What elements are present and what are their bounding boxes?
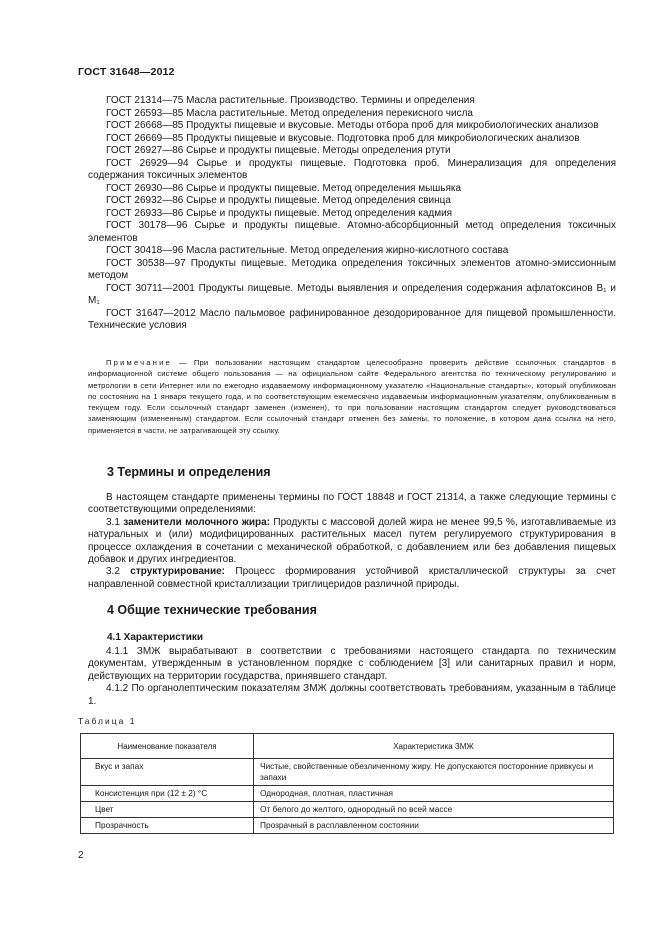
- table-header-cell: Наименование показателя: [81, 734, 254, 759]
- table-cell-value: Чистые, свойственные обезличенному жиру. Не допускаются посторонние привкусы и запахи: [254, 759, 614, 786]
- term-name: структурирование:: [130, 566, 225, 578]
- term-3-2: [88, 566, 616, 591]
- note-text: — При пользовании настоящим стандартом целесообразно проверить действие ссылочных стандартов в информационной системе общего пользования — на официальном сайте Федерального агентства по техническому регулированию и метрологии в сети Интернет или по ежегодно издаваемому информационному указателю «Национальные стандарты», который опубликован по состоянию на 1 января текущего года, и по соответствующим ежемесячно издаваемым информационным указателям, опубликованным в текущем году. Если ссылочный стандарт заменен (изменен), то при пользовании настоящим стандартом следует руководствоваться заменяющим (измененным) стандартом. Если ссылочный стандарт отменен без замены, то положение, в котором дана ссылка на него, применяется в части, не затрагивающей эту ссылку.: [88, 358, 617, 435]
- table-cell-value: Прозрачный в расплавленном состоянии: [254, 818, 614, 834]
- table-caption: Таблица 1: [78, 716, 137, 726]
- table-row: [81, 802, 614, 818]
- table-row: [81, 786, 614, 802]
- reference-item: ГОСТ 26929—94 Сырье и продукты пищевые. Подготовка проб. Минерализация для определения содержания токсичных элементов: [88, 157, 616, 181]
- reference-item: ГОСТ 30711—2001 Продукты пищевые. Методы выявления и определения содержания афлатоксинов B₁ и M₁: [88, 282, 616, 306]
- subsection-4-1-heading: 4.1 Характеристики: [107, 632, 204, 643]
- table-cell-value: Однородная, плотная, пластичная: [254, 786, 614, 802]
- term-number: 3.1: [106, 516, 120, 528]
- reference-item: ГОСТ 30538—97 Продукты пищевые. Методика определения токсичных элементов атомно-эмиссионным методом: [88, 257, 616, 281]
- reference-item: ГОСТ 31647—2012 Масло пальмовое рафинированное дезодорированное для пищевой промышленности. Технические условия: [88, 307, 616, 331]
- note-block: [88, 357, 616, 436]
- term-3-1: [88, 517, 616, 567]
- table-cell-indicator: Прозрачность: [81, 818, 254, 834]
- normative-references-list: [88, 95, 616, 333]
- table-row: [81, 759, 614, 786]
- paragraph-4-1-2: 4.1.2 По органолептическим показателям ЗМЖ должны соответствовать требованиям, указанным в таблице 1.: [88, 683, 616, 707]
- reference-item: ГОСТ 21314—75 Масла растительные. Производство. Термины и определения: [106, 95, 475, 106]
- section-4-heading: 4 Общие технические требования: [107, 603, 317, 617]
- term-definition: Продукты с массовой долей жира не менее 99,5 %, изготавливаемые из натуральных и (или) модифицированных растительных масел путем регулируемого структурирования в процессе охлаждения в сочетании с механической обработкой, с добавлением или без добавления пищевых добавок и других ингредиентов.: [88, 516, 617, 566]
- reference-item: ГОСТ 30418—96 Масла растительные. Метод определения жирно-кислотного состава: [106, 245, 509, 256]
- table-cell-indicator: Цвет: [81, 802, 254, 818]
- term-number: 3.2: [106, 566, 120, 578]
- note-label: Примечание: [106, 358, 172, 367]
- reference-item: ГОСТ 26927—86 Сырье и продукты пищевые. Методы определения ртути: [106, 145, 451, 156]
- section-3-body: [88, 492, 616, 591]
- table-header-cell: Характеристика ЗМЖ: [254, 734, 614, 759]
- table-cell-value: От белого до желтого, однородный по всей массе: [254, 802, 614, 818]
- page-number: 2: [78, 850, 84, 861]
- table-cell-indicator: Консистенция при (12 ± 2) °C: [81, 786, 254, 802]
- reference-item: ГОСТ 26933—86 Сырье и продукты пищевые. Метод определения кадмия: [106, 207, 453, 219]
- table-header-row: [81, 734, 614, 759]
- paragraph-4-1-1: 4.1.1 ЗМЖ вырабатывают в соответствии с требованиями настоящего стандарта по техническим документам, утвержденным в установленном порядке с соблюдением [3] или санитарных правил и норм, действующих на территории государства, принявшего стандарт.: [88, 646, 616, 682]
- page-header: ГОСТ 31648—2012: [78, 66, 175, 78]
- reference-item: ГОСТ 26668—85 Продукты пищевые и вкусовые. Методы отбора проб для микробиологических анализов: [106, 120, 599, 131]
- reference-item: ГОСТ 26669—85 Продукты пищевые и вкусовые. Подготовка проб для микробиологических анализов: [106, 132, 580, 144]
- reference-item: ГОСТ 26930—86 Сырье и продукты пищевые. Метод определения мышьяка: [106, 182, 462, 194]
- reference-item: ГОСТ 30178—96 Сырье и продукты пищевые. Атомно-абсорбционный метод определения токсичных элементов: [88, 220, 616, 244]
- reference-item: ГОСТ 26932—86 Сырье и продукты пищевые. Метод определения свинца: [106, 195, 451, 206]
- section-3-heading: 3 Термины и определения: [107, 465, 271, 479]
- term-name: заменители молочного жира:: [123, 516, 271, 528]
- reference-item: ГОСТ 26593—85 Масла растительные. Метод определения перекисного числа: [106, 107, 473, 119]
- section-4-body: [88, 646, 616, 708]
- table-row: [81, 818, 614, 834]
- organoleptic-table: [80, 733, 614, 834]
- term-definition: Процесс формирования устойчивой кристаллической структуры за счет направленной совместной кристаллизации триглицеридов различной природы.: [88, 566, 617, 590]
- section-3-intro: В настоящем стандарте применены термины по ГОСТ 18848 и ГОСТ 21314, а также следующие термины с соответствующими определениями:: [88, 492, 616, 516]
- table-cell-indicator: Вкус и запах: [81, 759, 254, 786]
